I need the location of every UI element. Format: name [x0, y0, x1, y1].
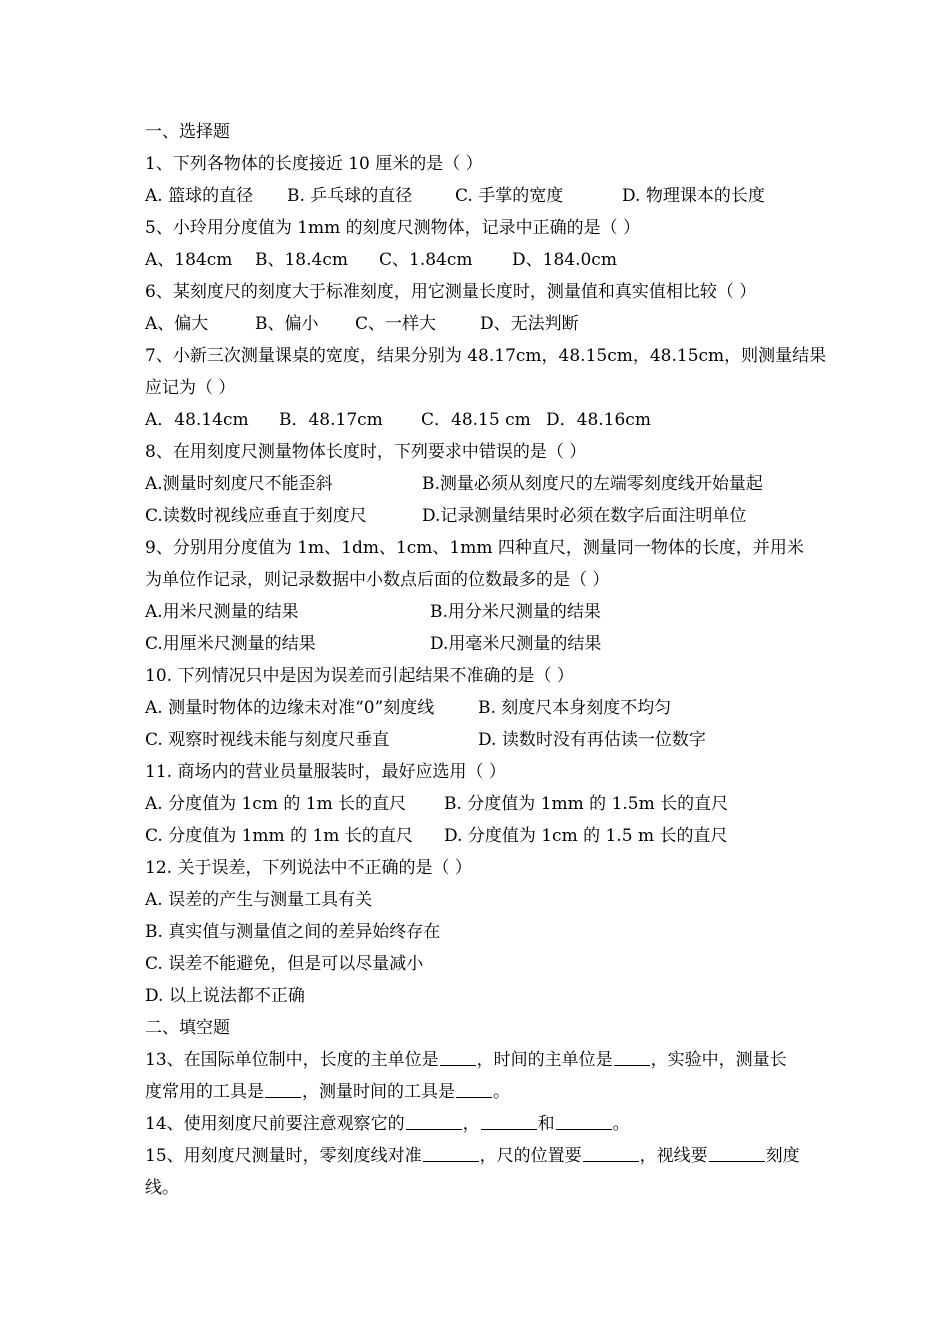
section-heading-fill: 二、填空题 — [145, 1018, 230, 1038]
question-13-text-4: 度常用的工具是 — [145, 1082, 264, 1102]
option-c: C. 分度值为 1mm 的 1m 长的直尺 — [145, 826, 413, 846]
option-b: B.测量必须从刻度尺的左端零刻度线开始量起 — [422, 474, 763, 494]
question-14-text-3: 和 — [537, 1114, 555, 1134]
question-8-options-cd — [145, 500, 857, 532]
question-14-line — [145, 1108, 857, 1140]
question-11-options-cd — [145, 820, 857, 852]
option-d: D.记录测量结果时必须在数字后面注明单位 — [422, 506, 747, 526]
option-d: D.用毫米尺测量的结果 — [430, 634, 602, 654]
question-1-options — [145, 180, 857, 212]
question-13-text-2: ，时间的主单位是 — [476, 1050, 613, 1070]
option-b: B. 真实值与测量值之间的差异始终存在 — [145, 922, 441, 942]
question-15-line2: 线。 — [145, 1178, 179, 1198]
option-d: D、184.0cm — [512, 250, 617, 270]
question-7-options — [145, 404, 857, 436]
question-13-text-1: 13、在国际单位制中，长度的主单位是 — [145, 1050, 439, 1070]
question-11-options-ab — [145, 788, 857, 820]
question-6-stem: 6、某刻度尺的刻度大于标准刻度，用它测量长度时，测量值和真实值相比较（ ） — [145, 282, 757, 302]
option-a: A、184cm — [145, 250, 233, 270]
option-d: D. 读数时没有再估读一位数字 — [478, 730, 706, 750]
answer-blank[interactable] — [614, 1047, 650, 1066]
option-a: A. 篮球的直径 — [145, 186, 254, 206]
question-13-line2 — [145, 1076, 857, 1108]
option-a: A．48.14cm — [145, 410, 249, 430]
option-d: D、无法判断 — [480, 314, 579, 334]
answer-blank[interactable] — [481, 1111, 537, 1130]
question-10-options-cd — [145, 724, 857, 756]
option-d: D．48.16cm — [546, 410, 651, 430]
option-b: B. 乒乓球的直径 — [287, 186, 413, 206]
answer-blank[interactable] — [456, 1079, 492, 1098]
question-13-text-5: ，测量时间的工具是 — [302, 1082, 455, 1102]
option-b: B．48.17cm — [279, 410, 383, 430]
option-c: C. 观察时视线未能与刻度尺垂直 — [145, 730, 390, 750]
answer-blank[interactable] — [423, 1143, 479, 1162]
question-13-line1 — [145, 1044, 857, 1076]
question-15-text-2: ，尺的位置要 — [479, 1146, 582, 1166]
option-c: C. 误差不能避免，但是可以尽量减小 — [145, 954, 424, 974]
option-b: B. 分度值为 1mm 的 1.5m 长的直尺 — [444, 794, 729, 814]
answer-blank[interactable] — [440, 1047, 476, 1066]
question-14-text-4: 。 — [612, 1114, 630, 1134]
option-c: C、一样大 — [355, 314, 437, 334]
answer-blank[interactable] — [406, 1111, 462, 1130]
question-15-text-1: 15、用刻度尺测量时，零刻度线对准 — [145, 1146, 422, 1166]
answer-blank[interactable] — [583, 1143, 639, 1162]
option-b: B、18.4cm — [255, 250, 348, 270]
question-9-stem: 9、分别用分度值为 1m、1dm、1cm、1mm 四种直尺，测量同一物体的长度，并用米 — [145, 538, 804, 558]
option-c: C.用厘米尺测量的结果 — [145, 634, 316, 654]
option-d: D. 分度值为 1cm 的 1.5 m 长的直尺 — [444, 826, 728, 846]
option-b: B.用分米尺测量的结果 — [430, 602, 601, 622]
question-15-text-4: 刻度 — [765, 1146, 800, 1166]
option-a: A、偏大 — [145, 314, 209, 334]
section-heading-choice: 一、选择题 — [145, 122, 230, 142]
question-15-line1 — [145, 1140, 857, 1172]
question-15-text-3: ，视线要 — [639, 1146, 708, 1166]
option-a: A.用米尺测量的结果 — [145, 602, 299, 622]
option-c: C．48.15 cm — [421, 410, 531, 430]
document-page — [145, 116, 857, 1204]
option-d: D. 物理课本的长度 — [622, 186, 765, 206]
question-9-options-ab — [145, 596, 857, 628]
option-a: A. 误差的产生与测量工具有关 — [145, 890, 373, 910]
option-c: C. 手掌的宽度 — [455, 186, 564, 206]
question-8-stem: 8、在用刻度尺测量物体长度时，下列要求中错误的是（ ） — [145, 442, 587, 462]
question-10-stem: 10. 下列情况只中是因为误差而引起结果不准确的是（ ） — [145, 666, 574, 686]
question-13-text-3: ，实验中，测量长 — [650, 1050, 787, 1070]
question-11-stem: 11. 商场内的营业员量服装时，最好应选用（ ） — [145, 762, 506, 782]
question-7-stem-cont: 应记为（ ） — [145, 378, 236, 398]
option-c: C、1.84cm — [379, 250, 473, 270]
question-9-options-cd — [145, 628, 857, 660]
question-1-stem: 1、下列各物体的长度接近 10 厘米的是（ ） — [145, 154, 483, 174]
question-5-stem: 5、小玲用分度值为 1mm 的刻度尺测物体，记录中正确的是（ ） — [145, 218, 641, 238]
option-a: A.测量时刻度尺不能歪斜 — [145, 474, 333, 494]
option-c: C.读数时视线应垂直于刻度尺 — [145, 506, 367, 526]
question-6-options — [145, 308, 857, 340]
answer-blank[interactable] — [265, 1079, 301, 1098]
option-a: A. 测量时物体的边缘未对准“0”刻度线 — [145, 698, 435, 718]
option-b: B、偏小 — [255, 314, 319, 334]
answer-blank[interactable] — [709, 1143, 765, 1162]
question-8-options-ab — [145, 468, 857, 500]
option-a: A. 分度值为 1cm 的 1m 长的直尺 — [145, 794, 407, 814]
question-9-stem-cont: 为单位作记录，则记录数据中小数点后面的位数最多的是（ ） — [145, 570, 610, 590]
question-7-stem: 7、小新三次测量课桌的宽度，结果分别为 48.17cm，48.15cm，48.15cm，则测量结果 — [145, 346, 827, 366]
question-10-options-ab — [145, 692, 857, 724]
question-5-options — [145, 244, 857, 276]
answer-blank[interactable] — [556, 1111, 612, 1130]
question-14-text-1: 14、使用刻度尺前要注意观察它的 — [145, 1114, 405, 1134]
question-12-stem: 12. 关于误差，下列说法中不正确的是（ ） — [145, 858, 472, 878]
option-d: D. 以上说法都不正确 — [145, 986, 305, 1006]
question-14-text-2: ， — [462, 1114, 480, 1134]
option-b: B. 刻度尺本身刻度不均匀 — [478, 698, 672, 718]
question-13-text-6: 。 — [493, 1082, 510, 1102]
